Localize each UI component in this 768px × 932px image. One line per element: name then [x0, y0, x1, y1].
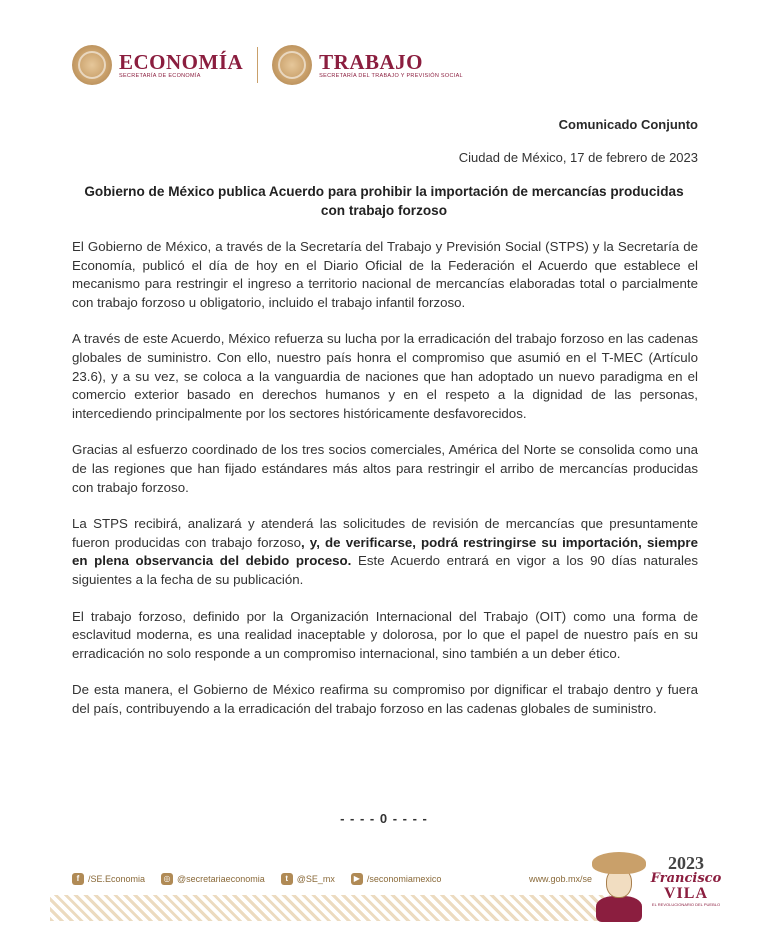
paragraph-text: La STPS recibirá, analizará y atenderá las solicitudes de revisión de mercancías que presuntamente fueron producidas con trabajo forzoso	[72, 516, 698, 550]
logo-divider	[257, 47, 258, 83]
paragraph: Gracias al esfuerzo coordinado de los tres socios comerciales, América del Norte se consolida como una de las regiones que han fijado estándares más altos para restringir el arribo de mercancías producidas con trabajo forzoso.	[72, 442, 698, 495]
paragraph: El trabajo forzoso, definido por la Organización Internacional del Trabajo (OIT) como una forma de esclavitud moderna, es una realidad inaceptable y dolorosa, por lo que el papel de nuestro país en su erradicación no solo responde a un compromiso internacional, sino también a un deber ético.	[72, 608, 698, 661]
twitter-handle: @SE_mx	[296, 874, 335, 884]
trabajo-logo-subtitle: SECRETARÍA DEL TRABAJO Y PREVISIÓN SOCIAL	[319, 73, 463, 79]
youtube-link[interactable]	[351, 873, 442, 885]
instagram-handle: @secretariaeconomia	[177, 874, 265, 884]
facebook-icon: f	[72, 873, 84, 885]
document-type: Comunicado Conjunto	[558, 117, 698, 132]
end-mark: - - - - 0 - - - -	[340, 811, 428, 826]
paragraph: De esta manera, el Gobierno de México reafirma su compromiso por dignificar el trabajo dentro y fuera del país, contribuyendo a la erradicación del trabajo forzoso en las cadenas globales de suministro.	[72, 682, 698, 716]
trabajo-logo	[272, 45, 463, 85]
website-link[interactable]	[529, 874, 592, 884]
paragraph	[72, 515, 698, 589]
paragraph-bold-text: , y, de verificarse, podrá restringirse su importación	[300, 534, 639, 550]
paragraph: El Gobierno de México, a través de la Secretaría del Trabajo y Previsión Social (STPS) y la Secretaría de Economía, publicó el día de hoy en el Diario Oficial de la Federación el Acuerdo que establece el mecanismo para restringir el ingreso a territorio nacional de mercancías elaboradas total o parcialmente con trabajo forzoso u obligatorio, incluido el trabajo infantil forzoso.	[72, 239, 698, 310]
facebook-link[interactable]	[72, 873, 145, 885]
badge-subtitle: EL REVOLUCIONARIO DEL PUEBLO	[651, 902, 721, 907]
instagram-link[interactable]	[161, 873, 265, 885]
francisco-villa-portrait-icon	[592, 852, 646, 922]
economia-logo-subtitle: SECRETARÍA DE ECONOMÍA	[119, 73, 201, 79]
economia-logo-name: ECONOMÍA	[119, 50, 244, 74]
document-body	[72, 238, 698, 718]
youtube-handle: /seconomiamexico	[366, 874, 442, 884]
document-date: Ciudad de México, 17 de febrero de 2023	[458, 150, 698, 165]
economia-logo	[72, 45, 243, 85]
badge-year: 2023	[668, 853, 704, 873]
decorative-pattern	[50, 895, 610, 921]
national-seal-icon	[272, 45, 312, 85]
paragraph: A través de este Acuerdo, México refuerza su lucha por la erradicación del trabajo forzoso en las cadenas globales de suministro. Con ello, nuestro país honra el compromiso que asumió en el T-MEC (Artículo 23.6), y a su vez, se coloca a la vanguardia de naciones que han adoptado un nuevo paradigma en el comercio exterior basado en derechos humanos y en el respeto a la dignidad de las personas, intercediendo principalmente por los sectores históricamente desfavorecidos.	[72, 331, 698, 421]
badge-name-first: Francisco	[650, 871, 722, 886]
paragraph-text: Este Acuerdo entrará en vigor a los 90 días naturales siguientes a la fecha de su publicación.	[72, 553, 698, 587]
youtube-icon: ▶	[351, 873, 363, 885]
badge-name-last: VILA	[663, 885, 708, 902]
twitter-icon: t	[281, 873, 293, 885]
website-url: www.gob.mx/se	[528, 874, 592, 884]
social-footer	[72, 873, 592, 885]
twitter-link[interactable]	[281, 873, 335, 885]
instagram-icon: ◎	[161, 873, 173, 885]
francisco-villa-2023-badge	[588, 848, 728, 926]
paragraph-text: ,	[638, 534, 647, 550]
trabajo-logo-name: TRABAJO	[319, 50, 424, 74]
paragraph-bold-text: siempre en plena observancia del debido proceso.	[72, 534, 698, 569]
document-title: Gobierno de México publica Acuerdo para prohibir la importación de mercancías producidas con trabajo forzoso	[84, 184, 684, 218]
national-seal-icon	[72, 45, 112, 85]
letterhead	[72, 40, 463, 90]
facebook-handle: /SE.Economia	[88, 874, 146, 884]
